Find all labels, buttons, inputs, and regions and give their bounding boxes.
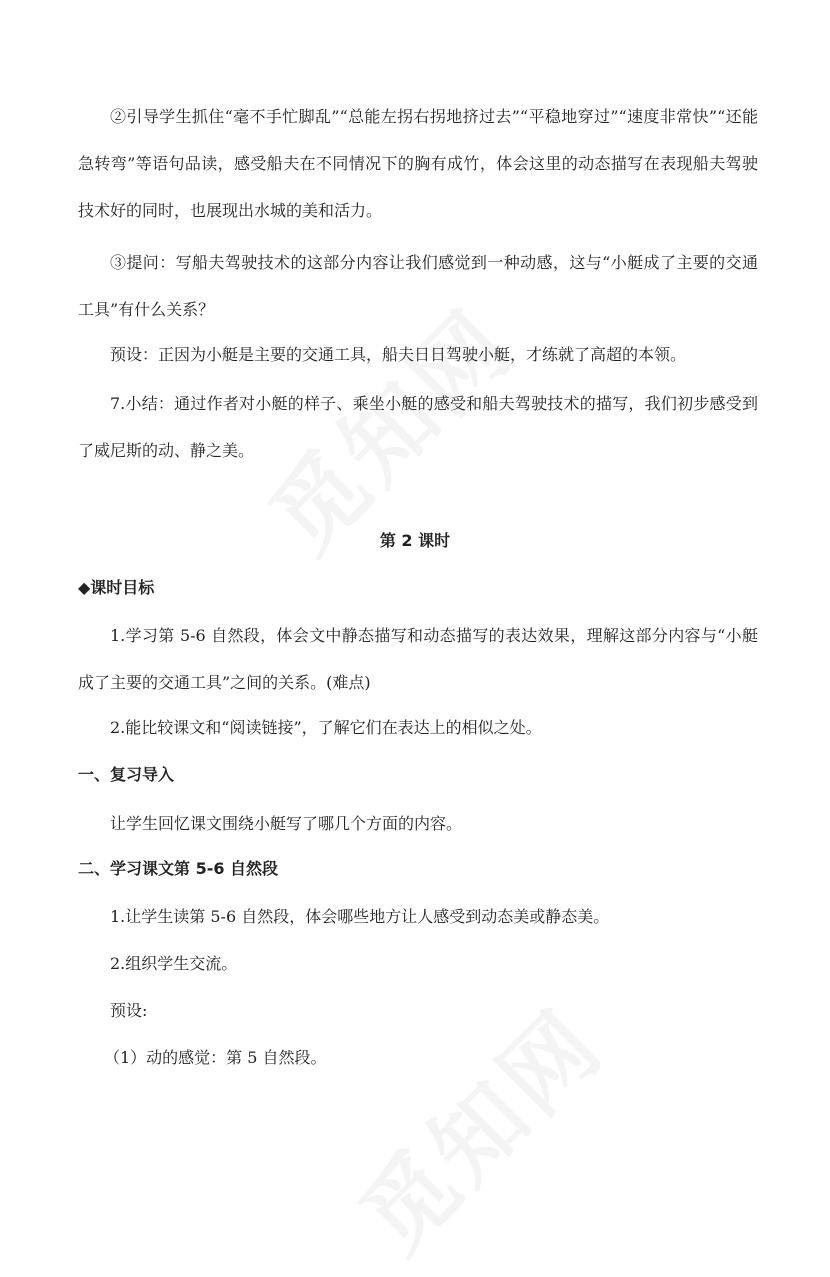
paragraph-question: ③提问：写船夫驾驶技术的这部分内容让我们感觉到一种动感，这与“小艇成了主要的交通工具”有什么关系？ xyxy=(78,253,758,319)
lesson-title: 第 2 课时 xyxy=(379,531,451,550)
study-preset-item-1: （1）动的感觉：第 5 自然段。 xyxy=(104,1048,327,1067)
section-text-review: 让学生回忆课文围绕小艇写了哪几个方面的内容。 xyxy=(110,814,463,833)
paragraph-summary: 7.小结：通过作者对小艇的样子、乘坐小艇的感受和船夫驾驶技术的描写，我们初步感受到了威尼斯的动、静之美。 xyxy=(78,394,758,460)
study-step-2: 2.组织学生交流。 xyxy=(110,954,238,973)
study-step-1: 1.让学生读第 5-6 自然段，体会哪些地方让人感受到动态美或静态美。 xyxy=(110,907,610,926)
goal-item-2: 2.能比较课文和“阅读链接”，了解它们在表达上的相似之处。 xyxy=(110,718,542,737)
section-heading-review: 一、复习导入 xyxy=(78,765,175,784)
paragraph-preset: 预设：正因为小艇是主要的交通工具，船夫日日驾驶小艇，才练就了高超的本领。 xyxy=(110,345,687,364)
paragraph-guide-reading: ②引导学生抓住“毫不手忙脚乱”“总能左拐右拐地挤过去”“平稳地穿过”“速度非常快”“还能急转弯”等语句品读，感受船夫在不同情况下的胸有成竹，体会这里的动态描写在表现船夫驾驶技术好的同时，也展现出水城的美和活力。 xyxy=(78,107,758,220)
goals-heading: ◆课时目标 xyxy=(78,578,155,597)
study-preset: 预设: xyxy=(110,1001,148,1020)
section-heading-study: 二、学习课文第 5-6 自然段 xyxy=(78,859,279,878)
goal-item-1: 1.学习第 5-6 自然段，体会文中静态描写和动态描写的表达效果，理解这部分内容与“小艇成了主要的交通工具”之间的关系。(难点) xyxy=(78,626,758,692)
